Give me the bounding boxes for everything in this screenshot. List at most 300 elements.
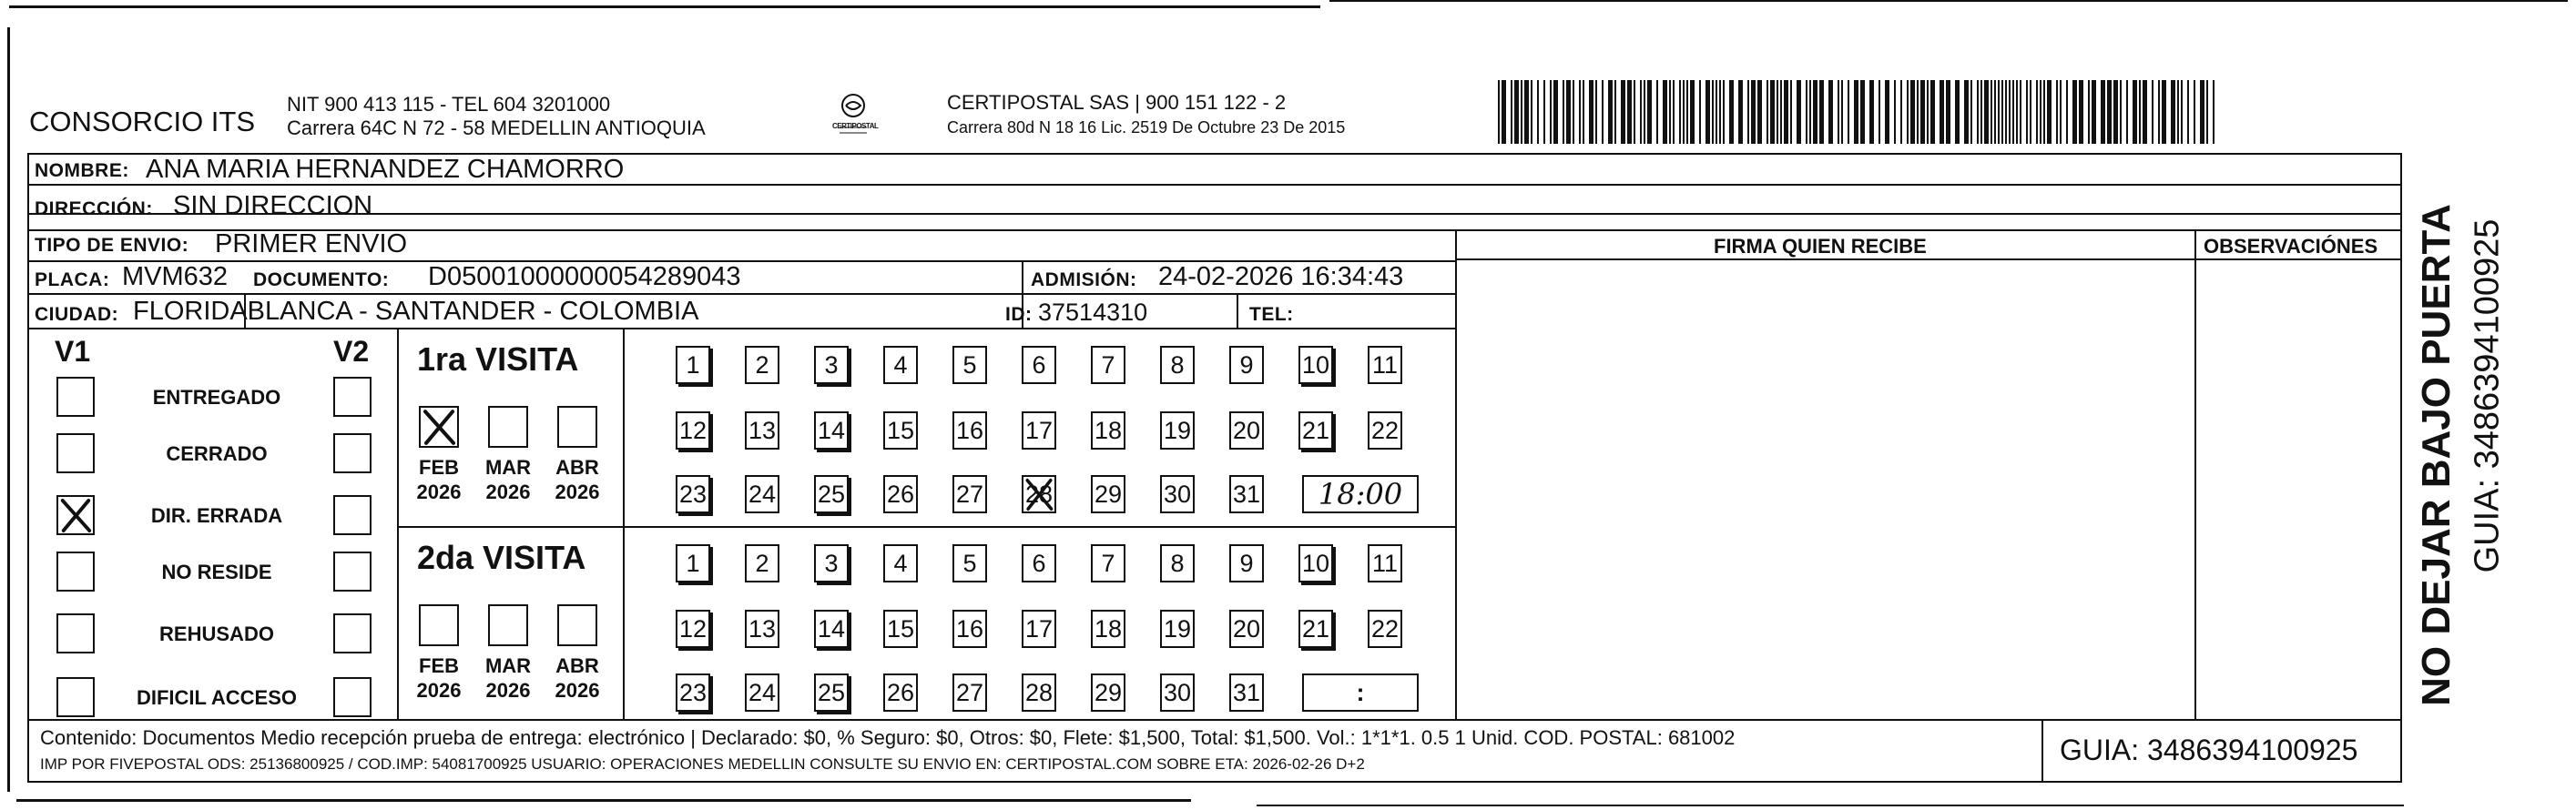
barcode-bar bbox=[1757, 80, 1762, 144]
barcode-bar bbox=[1729, 80, 1734, 144]
barcode-bar bbox=[2113, 80, 2118, 144]
day-box[interactable] bbox=[1022, 346, 1056, 384]
month-checkbox[interactable] bbox=[557, 406, 597, 448]
day-box[interactable] bbox=[1160, 346, 1195, 384]
barcode-bar bbox=[1663, 80, 1667, 144]
day-box[interactable] bbox=[745, 610, 779, 648]
day-number: 10 bbox=[1301, 350, 1330, 379]
barcode-bar bbox=[1589, 80, 1593, 144]
nombre-value: ANA MARIA HERNANDEZ CHAMORRO bbox=[146, 155, 625, 184]
barcode-bar bbox=[1686, 80, 1688, 144]
day-number: 30 bbox=[1163, 480, 1192, 508]
day-number: 1 bbox=[686, 350, 700, 379]
tipo-envio-label: TIPO DE ENVIO: bbox=[35, 235, 189, 256]
month-year: 2026 bbox=[485, 481, 531, 503]
barcode-bar bbox=[2177, 80, 2179, 144]
day-box[interactable] bbox=[883, 544, 918, 582]
time-value: 18:00 bbox=[1318, 477, 1403, 511]
barcode-bar bbox=[1917, 80, 1919, 144]
day-number: 12 bbox=[678, 416, 708, 444]
col-line bbox=[1237, 293, 1238, 328]
id-value: 37514310 bbox=[1038, 299, 1148, 326]
day-number: 20 bbox=[1232, 416, 1261, 444]
month-checkbox[interactable] bbox=[419, 406, 459, 448]
day-number: 9 bbox=[1239, 350, 1254, 379]
day-box[interactable] bbox=[1091, 411, 1125, 450]
day-number: 21 bbox=[1301, 416, 1330, 444]
tipo-envio-value: PRIMER ENVIO bbox=[215, 229, 408, 258]
v2-checkbox[interactable] bbox=[333, 433, 372, 473]
observaciones-label: OBSERVACIÓNES bbox=[2204, 235, 2378, 258]
barcode-bar bbox=[2213, 80, 2215, 144]
barcode-bar bbox=[1511, 80, 1512, 144]
day-number: 9 bbox=[1239, 549, 1254, 577]
day-number: 12 bbox=[678, 614, 708, 643]
day-number: 8 bbox=[1170, 350, 1185, 379]
day-number: 1 bbox=[686, 549, 700, 577]
barcode-bar bbox=[2047, 80, 2052, 144]
day-box[interactable] bbox=[1091, 346, 1125, 384]
day-number: 19 bbox=[1163, 416, 1192, 444]
barcode-bar bbox=[1690, 80, 1695, 144]
nombre-label: NOMBRE: bbox=[35, 160, 129, 181]
day-box[interactable] bbox=[1229, 610, 1264, 648]
barcode-bar bbox=[1514, 80, 1519, 144]
barcode-bar bbox=[2181, 80, 2183, 144]
footer-guia: GUIA: 3486394100925 bbox=[2060, 734, 2358, 766]
status-label: CERRADO bbox=[166, 442, 268, 465]
time-value: : bbox=[1356, 678, 1365, 706]
barcode-bar bbox=[2101, 80, 2105, 144]
v2-checkbox[interactable] bbox=[333, 677, 372, 717]
day-box[interactable] bbox=[676, 610, 710, 648]
status-label: DIFICIL ACCESO bbox=[136, 686, 297, 709]
day-box[interactable] bbox=[1368, 411, 1402, 450]
day-number: 14 bbox=[817, 416, 846, 444]
v1-checkbox[interactable] bbox=[56, 377, 95, 417]
day-box[interactable] bbox=[1160, 411, 1195, 450]
day-number: 4 bbox=[893, 350, 908, 379]
barcode-bar bbox=[2133, 80, 2137, 144]
row-line bbox=[27, 328, 1457, 329]
barcode-bar bbox=[2152, 80, 2153, 144]
barcode-bar bbox=[1848, 80, 1849, 144]
month-name: ABR bbox=[555, 654, 599, 677]
day-box[interactable] bbox=[1298, 346, 1333, 384]
direccion-value: SIN DIRECCION bbox=[173, 191, 373, 220]
day-box[interactable] bbox=[1160, 610, 1195, 648]
day-number: 31 bbox=[1232, 678, 1261, 706]
day-box[interactable] bbox=[1368, 346, 1402, 384]
placa-label: PLACA: bbox=[35, 269, 110, 290]
day-box[interactable] bbox=[814, 610, 849, 648]
barcode-bar bbox=[1780, 80, 1782, 144]
month-checkbox[interactable] bbox=[557, 604, 597, 646]
month-label bbox=[475, 653, 541, 703]
day-box[interactable] bbox=[1160, 544, 1195, 582]
day-box[interactable] bbox=[1022, 475, 1056, 513]
barcode-bar bbox=[1498, 80, 1500, 144]
day-number: 23 bbox=[678, 678, 708, 706]
v1-checkbox[interactable] bbox=[56, 495, 95, 535]
v1-checkbox[interactable] bbox=[56, 677, 95, 717]
barcode-bar bbox=[1573, 80, 1574, 144]
barcode-bar bbox=[1984, 80, 1989, 144]
day-box[interactable] bbox=[1298, 544, 1333, 582]
carrier-address: Carrera 80d N 18 16 Lic. 2519 De Octubre 23 De 2015 bbox=[947, 118, 1346, 137]
day-number: 13 bbox=[748, 614, 777, 643]
barcode-bar bbox=[2107, 80, 2112, 144]
day-box[interactable] bbox=[883, 411, 918, 450]
day-number: 13 bbox=[748, 416, 777, 444]
barcode-bar bbox=[1627, 80, 1632, 144]
day-box[interactable] bbox=[1229, 411, 1264, 450]
barcode-bar bbox=[2012, 80, 2014, 144]
side-guia: GUIA: 3486394100925 bbox=[2468, 218, 2507, 573]
v1-checkbox[interactable] bbox=[56, 433, 95, 473]
v2-header: V2 bbox=[333, 335, 370, 368]
month-name: MAR bbox=[484, 456, 532, 479]
barcode-bar bbox=[1854, 80, 1858, 144]
row-line bbox=[1457, 258, 2402, 260]
month-checkbox[interactable] bbox=[488, 406, 528, 448]
day-number: 2 bbox=[755, 549, 769, 577]
barcode-bar bbox=[1521, 80, 1522, 144]
barcode-bar bbox=[1719, 80, 1721, 144]
day-number: 28 bbox=[1024, 678, 1054, 706]
month-checkbox[interactable] bbox=[419, 604, 459, 646]
month-year: 2026 bbox=[485, 679, 531, 702]
day-number: 5 bbox=[962, 350, 977, 379]
barcode-bar bbox=[2092, 80, 2096, 144]
day-box[interactable] bbox=[745, 673, 779, 712]
day-box[interactable] bbox=[1091, 610, 1125, 648]
day-box[interactable] bbox=[745, 544, 779, 582]
company-address: Carrera 64C N 72 - 58 MEDELLIN ANTIOQUIA bbox=[287, 116, 706, 139]
tel-label: TEL: bbox=[1249, 304, 1294, 325]
barcode-bar bbox=[2060, 80, 2062, 144]
barcode-bar bbox=[2001, 80, 2003, 144]
x-mark-icon bbox=[421, 408, 457, 446]
month-name: ABR bbox=[555, 456, 599, 479]
barcode-bar bbox=[1900, 80, 1902, 144]
documento-value: D05001000000054289043 bbox=[428, 262, 741, 291]
day-number: 29 bbox=[1094, 678, 1123, 706]
month-label bbox=[406, 653, 472, 703]
barcode-bar bbox=[1738, 80, 1743, 144]
month-label bbox=[545, 455, 610, 504]
v1-header: V1 bbox=[55, 335, 91, 368]
month-checkbox[interactable] bbox=[488, 604, 528, 646]
barcode-bar bbox=[1640, 80, 1642, 144]
barcode-bar bbox=[1828, 80, 1833, 144]
barcode-bar bbox=[2200, 80, 2204, 144]
status-label: NO RESIDE bbox=[161, 561, 272, 583]
day-box[interactable] bbox=[676, 673, 710, 712]
barcode-bar bbox=[2036, 80, 2038, 144]
barcode-bar bbox=[2009, 80, 2011, 144]
left-rule bbox=[7, 27, 10, 792]
day-number: 22 bbox=[1370, 614, 1400, 643]
day-box[interactable] bbox=[883, 346, 918, 384]
barcode-bar bbox=[1673, 80, 1675, 144]
day-number: 25 bbox=[817, 678, 846, 706]
barcode-bar bbox=[2030, 80, 2031, 144]
day-box[interactable] bbox=[1160, 475, 1195, 513]
day-number: 27 bbox=[955, 678, 984, 706]
day-box[interactable] bbox=[676, 346, 710, 384]
bottom-rule bbox=[16, 799, 1191, 802]
barcode-bar bbox=[1563, 80, 1564, 144]
visit-title: 2da VISITA bbox=[417, 539, 586, 576]
day-box[interactable] bbox=[952, 346, 987, 384]
barcode-bar bbox=[1994, 80, 1996, 144]
barcode-bar bbox=[2120, 80, 2122, 144]
day-box[interactable] bbox=[1298, 610, 1333, 648]
barcode-bar bbox=[1705, 80, 1710, 144]
barcode-bar bbox=[1747, 80, 1749, 144]
day-number: 6 bbox=[1032, 350, 1046, 379]
day-number: 22 bbox=[1370, 416, 1400, 444]
day-number: 6 bbox=[1032, 549, 1046, 577]
col-line bbox=[2041, 719, 2043, 783]
day-number: 14 bbox=[817, 614, 846, 643]
barcode-bar bbox=[1699, 80, 1701, 144]
carrier-name: CERTIPOSTAL SAS | 900 151 122 - 2 bbox=[947, 91, 1287, 114]
placa-value: MVM632 bbox=[122, 262, 229, 291]
day-box[interactable] bbox=[1229, 346, 1264, 384]
day-box[interactable] bbox=[1022, 610, 1056, 648]
day-box[interactable] bbox=[814, 346, 849, 384]
x-mark-icon bbox=[1023, 477, 1054, 511]
day-box[interactable] bbox=[952, 610, 987, 648]
day-number: 3 bbox=[824, 549, 839, 577]
day-number: 10 bbox=[1301, 549, 1330, 577]
month-label bbox=[406, 455, 472, 504]
barcode-bar bbox=[1946, 80, 1950, 144]
barcode-bar bbox=[1770, 80, 1775, 144]
day-number: 17 bbox=[1024, 416, 1054, 444]
company-name: CONSORCIO ITS bbox=[29, 106, 256, 137]
day-number: 28 bbox=[1024, 480, 1054, 508]
day-box[interactable] bbox=[676, 544, 710, 582]
barcode-bar bbox=[1531, 80, 1532, 144]
barcode-bar bbox=[1683, 80, 1685, 144]
month-label bbox=[475, 455, 541, 504]
day-box[interactable] bbox=[952, 411, 987, 450]
id-label: ID: bbox=[1005, 304, 1033, 325]
month-year: 2026 bbox=[416, 481, 462, 503]
day-box[interactable] bbox=[883, 475, 918, 513]
col-line bbox=[2194, 229, 2196, 719]
day-box[interactable] bbox=[952, 475, 987, 513]
time-box[interactable] bbox=[1302, 475, 1419, 513]
day-box[interactable] bbox=[1229, 475, 1264, 513]
barcode-bar bbox=[1894, 80, 1896, 144]
v2-checkbox[interactable] bbox=[333, 377, 372, 417]
footer-contenido: Contenido: Documentos Medio recepción prueba de entrega: electrónico | Declarado: $0, % Seguro: $0, Otros: $0, Flete: $1,500, Total: $1,500. Vol.: 1*1*1. 0.5 1 Unid. COD. POSTAL: 681002 bbox=[40, 726, 1736, 749]
barcode-bar bbox=[1964, 80, 1969, 144]
barcode-bar bbox=[1595, 80, 1597, 144]
barcode-bar bbox=[1634, 80, 1635, 144]
status-label: REHUSADO bbox=[159, 623, 274, 645]
month-label bbox=[545, 653, 610, 703]
barcode-bar bbox=[1669, 80, 1671, 144]
day-box[interactable] bbox=[1368, 544, 1402, 582]
day-box[interactable] bbox=[1229, 544, 1264, 582]
barcode-bar bbox=[1860, 80, 1865, 144]
day-box[interactable] bbox=[952, 673, 987, 712]
v2-checkbox[interactable] bbox=[333, 613, 372, 653]
day-box[interactable] bbox=[814, 475, 849, 513]
barcode-bar bbox=[1579, 80, 1581, 144]
barcode-bar bbox=[2126, 80, 2128, 144]
day-box[interactable] bbox=[1091, 475, 1125, 513]
barcode-bar bbox=[1553, 80, 1558, 144]
barcode-bar bbox=[1977, 80, 1979, 144]
month-year: 2026 bbox=[555, 481, 600, 503]
day-box[interactable] bbox=[1091, 544, 1125, 582]
firma-label: FIRMA QUIEN RECIBE bbox=[1714, 235, 1927, 258]
day-number: 15 bbox=[886, 416, 915, 444]
day-box[interactable] bbox=[883, 673, 918, 712]
day-number: 8 bbox=[1170, 549, 1185, 577]
barcode-bar bbox=[1797, 80, 1801, 144]
day-number: 17 bbox=[1024, 614, 1054, 643]
v1-checkbox[interactable] bbox=[56, 552, 95, 592]
visit-title: 1ra VISITA bbox=[417, 340, 579, 378]
day-box[interactable] bbox=[1022, 544, 1056, 582]
v2-checkbox[interactable] bbox=[333, 495, 372, 535]
day-box[interactable] bbox=[814, 544, 849, 582]
barcode-bar bbox=[1767, 80, 1768, 144]
barcode-bar bbox=[2020, 80, 2021, 144]
barcode-bar bbox=[2005, 80, 2007, 144]
barcode-bar bbox=[2187, 80, 2189, 144]
barcode-bar bbox=[1920, 80, 1925, 144]
admision-label: ADMISIÓN: bbox=[1031, 269, 1137, 290]
barcode-bar bbox=[2194, 80, 2195, 144]
barcode-bar bbox=[2072, 80, 2077, 144]
day-number: 18 bbox=[1094, 614, 1123, 643]
barcode-bar bbox=[1608, 80, 1613, 144]
barcode-bar bbox=[2171, 80, 2175, 144]
day-box[interactable] bbox=[883, 610, 918, 648]
day-box[interactable] bbox=[1160, 673, 1195, 712]
x-mark-icon bbox=[58, 497, 93, 533]
day-box[interactable] bbox=[1368, 610, 1402, 648]
day-number: 20 bbox=[1232, 614, 1261, 643]
day-number: 30 bbox=[1163, 678, 1192, 706]
barcode-bar bbox=[1927, 80, 1929, 144]
day-box[interactable] bbox=[676, 411, 710, 450]
day-box[interactable] bbox=[1091, 673, 1125, 712]
day-box[interactable] bbox=[1298, 411, 1333, 450]
barcode-bar bbox=[1537, 80, 1539, 144]
company-nit: NIT 900 413 115 - TEL 604 3201000 bbox=[287, 93, 611, 116]
barcode-bar bbox=[2206, 80, 2208, 144]
day-number: 18 bbox=[1094, 416, 1123, 444]
day-number: 5 bbox=[962, 549, 977, 577]
barcode-bar bbox=[1723, 80, 1725, 144]
day-number: 15 bbox=[886, 614, 915, 643]
month-name: FEB bbox=[419, 654, 459, 677]
barcode-bar bbox=[1980, 80, 1982, 144]
barcode-bar bbox=[2162, 80, 2166, 144]
barcode-bar bbox=[1679, 80, 1681, 144]
barcode-bar bbox=[1841, 80, 1843, 144]
barcode-bar bbox=[1784, 80, 1788, 144]
barcode-bar bbox=[1790, 80, 1792, 144]
day-box[interactable] bbox=[1229, 673, 1264, 712]
day-box[interactable] bbox=[814, 411, 849, 450]
barcode-bar bbox=[1712, 80, 1714, 144]
barcode-bar bbox=[1656, 80, 1658, 144]
side-notice: NO DEJAR BAJO PUERTA bbox=[2414, 204, 2459, 706]
barcode-bar bbox=[1940, 80, 1944, 144]
barcode-bar bbox=[1644, 80, 1645, 144]
barcode-bar bbox=[1550, 80, 1552, 144]
barcode-bar bbox=[2016, 80, 2018, 144]
day-number: 31 bbox=[1232, 480, 1261, 508]
footer-impresion: IMP POR FIVEPOSTAL ODS: 25136800925 / COD.IMP: 54081700925 USUARIO: OPERACIONES MEDELLIN CONSULTE SU ENVIO EN: CERTIPOSTAL.COM SOBRE ETA: 2026-02-26 D+2 bbox=[40, 755, 1365, 773]
barcode-bar bbox=[1809, 80, 1811, 144]
top-rule-right bbox=[1329, 0, 2568, 2]
barcode-bar bbox=[2143, 80, 2147, 144]
v2-checkbox[interactable] bbox=[333, 552, 372, 592]
month-name: MAR bbox=[484, 654, 532, 677]
barcode-bar bbox=[1991, 80, 1992, 144]
day-box[interactable] bbox=[1022, 673, 1056, 712]
day-box[interactable] bbox=[745, 346, 779, 384]
v1-checkbox[interactable] bbox=[56, 613, 95, 653]
documento-label: DOCUMENTO: bbox=[253, 269, 390, 290]
day-number: 16 bbox=[955, 614, 984, 643]
barcode-bar bbox=[2139, 80, 2141, 144]
barcode-bar bbox=[1838, 80, 1839, 144]
barcode-bar bbox=[1970, 80, 1972, 144]
barcode-bar bbox=[1819, 80, 1824, 144]
day-box[interactable] bbox=[676, 475, 710, 513]
logo-text: CERTIPOSTAL bbox=[832, 122, 879, 130]
time-box[interactable] bbox=[1302, 673, 1419, 712]
barcode-bar bbox=[1751, 80, 1756, 144]
col-line bbox=[623, 328, 625, 719]
barcode-bar bbox=[2026, 80, 2028, 144]
barcode-bar bbox=[1647, 80, 1652, 144]
barcode-bar bbox=[1869, 80, 1874, 144]
barcode-bar bbox=[2088, 80, 2090, 144]
day-number: 23 bbox=[678, 480, 708, 508]
barcode-bar bbox=[1716, 80, 1717, 144]
barcode-bar bbox=[1566, 80, 1571, 144]
barcode-bar bbox=[2066, 80, 2068, 144]
day-box[interactable] bbox=[745, 475, 779, 513]
day-box[interactable] bbox=[745, 411, 779, 450]
day-box[interactable] bbox=[814, 673, 849, 712]
day-box[interactable] bbox=[952, 544, 987, 582]
status-label: DIR. ERRADA bbox=[150, 504, 283, 527]
barcode-bar bbox=[1879, 80, 1880, 144]
day-number: 24 bbox=[748, 678, 777, 706]
barcode-bar bbox=[1813, 80, 1817, 144]
barcode-bar bbox=[1998, 80, 2000, 144]
barcode-bar bbox=[1955, 80, 1960, 144]
barcode-bar bbox=[1502, 80, 1506, 144]
admision-value: 24-02-2026 16:34:43 bbox=[1158, 262, 1404, 291]
barcode-bar bbox=[1614, 80, 1616, 144]
day-box[interactable] bbox=[1022, 411, 1056, 450]
